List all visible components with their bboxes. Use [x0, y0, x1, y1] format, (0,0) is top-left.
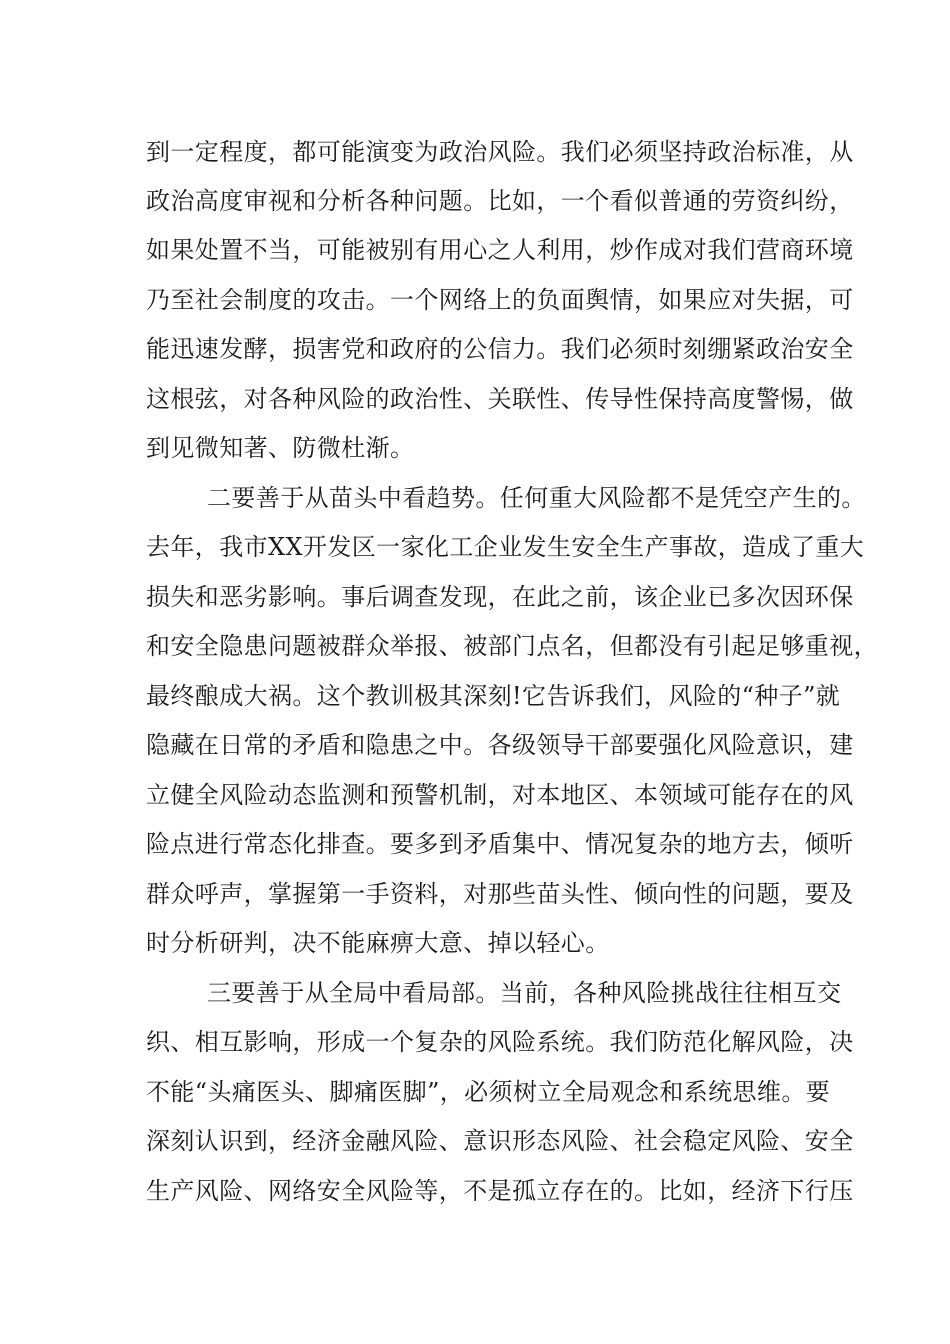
text-line: 和安全隐患问题被群众举报、被部门点名，但都没有引起足够重视，: [146, 632, 878, 660]
text-line: 隐藏在日常的矛盾和隐患之中。各级领导干部要强化风险意识，建: [146, 731, 854, 759]
text-line: 能迅速发酵，损害党和政府的公信力。我们必须时刻绷紧政治安全: [146, 335, 854, 363]
text-line: 如果处置不当，可能被别有用心之人利用，炒作成对我们营商环境: [146, 236, 854, 264]
text-line: 损失和恶劣影响。事后调查发现，在此之前，该企业已多次因环保: [146, 583, 854, 611]
text-line: 三要善于从全局中看局部。当前，各种风险挑战往往相互交: [207, 979, 842, 1007]
text-line: 深刻认识到，经济金融风险、意识形态风险、社会稳定风险、安全: [146, 1127, 854, 1155]
text-line: 去年，我市XX开发区一家化工企业发生安全生产事故，造成了重大: [146, 533, 865, 561]
text-line: 二要善于从苗头中看趋势。任何重大风险都不是凭空产生的。: [207, 484, 866, 512]
text-line: 险点进行常态化排查。要多到矛盾集中、情况复杂的地方去，倾听: [146, 830, 854, 858]
text-line: 到见微知著、防微杜渐。: [146, 434, 415, 462]
text-line: 群众呼声，掌握第一手资料，对那些苗头性、倾向性的问题，要及: [146, 880, 854, 908]
text-line: 生产风险、网络安全风险等，不是孤立存在的。比如，经济下行压: [146, 1177, 854, 1205]
text-line: 时分析研判，决不能麻痹大意、掉以轻心。: [146, 929, 610, 957]
text-line: 到一定程度，都可能演变为政治风险。我们必须坚持政治标准，从: [146, 138, 854, 166]
text-line: 乃至社会制度的攻击。一个网络上的负面舆情，如果应对失据，可: [146, 286, 854, 314]
text-line: 不能“头痛医头、脚痛医脚”，必须树立全局观念和系统思维。要: [146, 1078, 831, 1106]
text-line: 立健全风险动态监测和预警机制，对本地区、本领域可能存在的风: [146, 781, 854, 809]
text-line: 织、相互影响，形成一个复杂的风险系统。我们防范化解风险，决: [146, 1028, 854, 1056]
text-line: 这根弦，对各种风险的政治性、关联性、传导性保持高度警惕，做: [146, 385, 854, 413]
text-line: 最终酿成大祸。这个教训极其深刻!它告诉我们，风险的“种子”就: [146, 682, 841, 710]
text-line: 政治高度审视和分析各种问题。比如，一个看似普通的劳资纠纷，: [146, 187, 854, 215]
